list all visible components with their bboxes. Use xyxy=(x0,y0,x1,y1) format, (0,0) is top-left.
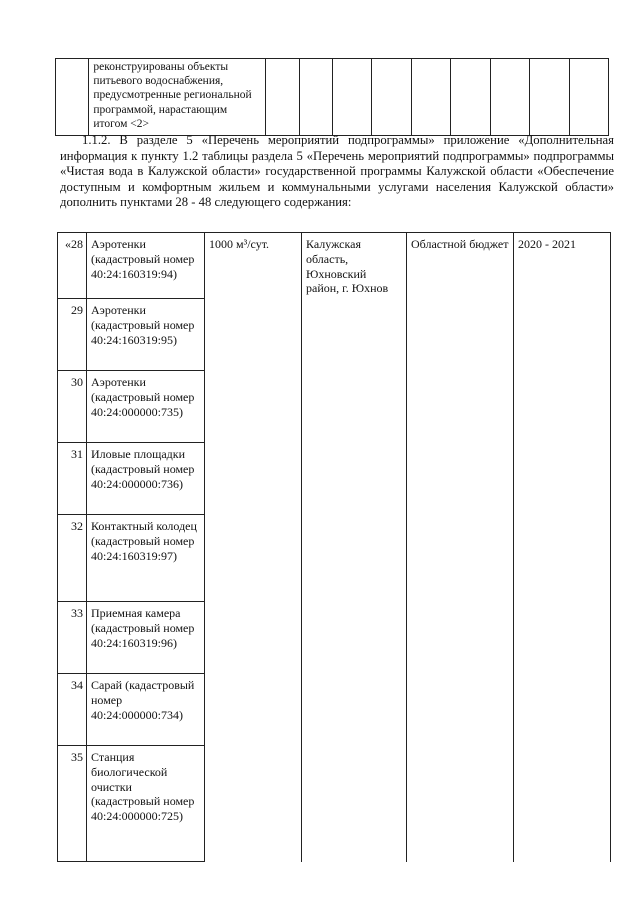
row-number: 33 xyxy=(58,602,87,674)
table-cell xyxy=(372,59,411,136)
location-cell: Калужская область, Юхновский район, г. Юхнов xyxy=(302,233,407,862)
object-name: Аэротенки (кадастровый номер 40:24:000000:735) xyxy=(87,371,205,443)
table-cell xyxy=(299,59,332,136)
table-cell xyxy=(530,59,569,136)
object-name: Приемная камера (кадастровый номер 40:24:160319:96) xyxy=(87,602,205,674)
table-row xyxy=(58,233,611,299)
object-name: Сарай (кадастровый номер 40:24:000000:734) xyxy=(87,674,205,746)
row-number: 31 xyxy=(58,443,87,515)
object-name: Станция биологической очистки (кадастровый номер 40:24:000000:725) xyxy=(87,746,205,862)
continuation-table xyxy=(55,58,609,136)
period-cell: 2020 - 2021 xyxy=(514,233,611,862)
table-cell xyxy=(266,59,299,136)
table-row xyxy=(56,59,609,136)
row-number: «28 xyxy=(58,233,87,299)
indicator-description: реконструированы объекты питьевого водоснабжения, предусмотренные региональной программой, нарастающим итогом <2> xyxy=(89,59,266,136)
object-name: Аэротенки (кадастровый номер 40:24:160319:94) xyxy=(87,233,205,299)
paragraph-text: 1.1.2. В разделе 5 «Перечень мероприятий подпрограммы» приложение «Дополнительная информация к пункту 1.2 таблицы раздела 5 «Перечень мероприятий подпрограммы» подпрограммы «Чистая вода в Калужской области» государственной программы Калужской области «Обеспечение доступным и комфортным жильем и коммунальными услугами населения Калужской области» дополнить пунктами 28 - 48 следующего содержания: xyxy=(60,133,614,210)
row-number: 29 xyxy=(58,299,87,371)
capacity-cell: 1000 м³/сут. xyxy=(205,233,302,862)
table-cell xyxy=(332,59,371,136)
budget-cell: Областной бюджет xyxy=(407,233,514,862)
table-cell xyxy=(56,59,89,136)
measures-table xyxy=(57,232,611,862)
row-number: 34 xyxy=(58,674,87,746)
object-name: Иловые площадки (кадастровый номер 40:24:000000:736) xyxy=(87,443,205,515)
table-cell xyxy=(451,59,490,136)
table-cell xyxy=(569,59,608,136)
row-number: 30 xyxy=(58,371,87,443)
table-cell xyxy=(490,59,529,136)
row-number: 35 xyxy=(58,746,87,862)
amendment-paragraph xyxy=(60,133,614,211)
object-name: Контактный колодец (кадастровый номер 40:24:160319:97) xyxy=(87,515,205,602)
row-number: 32 xyxy=(58,515,87,602)
table-cell xyxy=(411,59,450,136)
object-name: Аэротенки (кадастровый номер 40:24:160319:95) xyxy=(87,299,205,371)
